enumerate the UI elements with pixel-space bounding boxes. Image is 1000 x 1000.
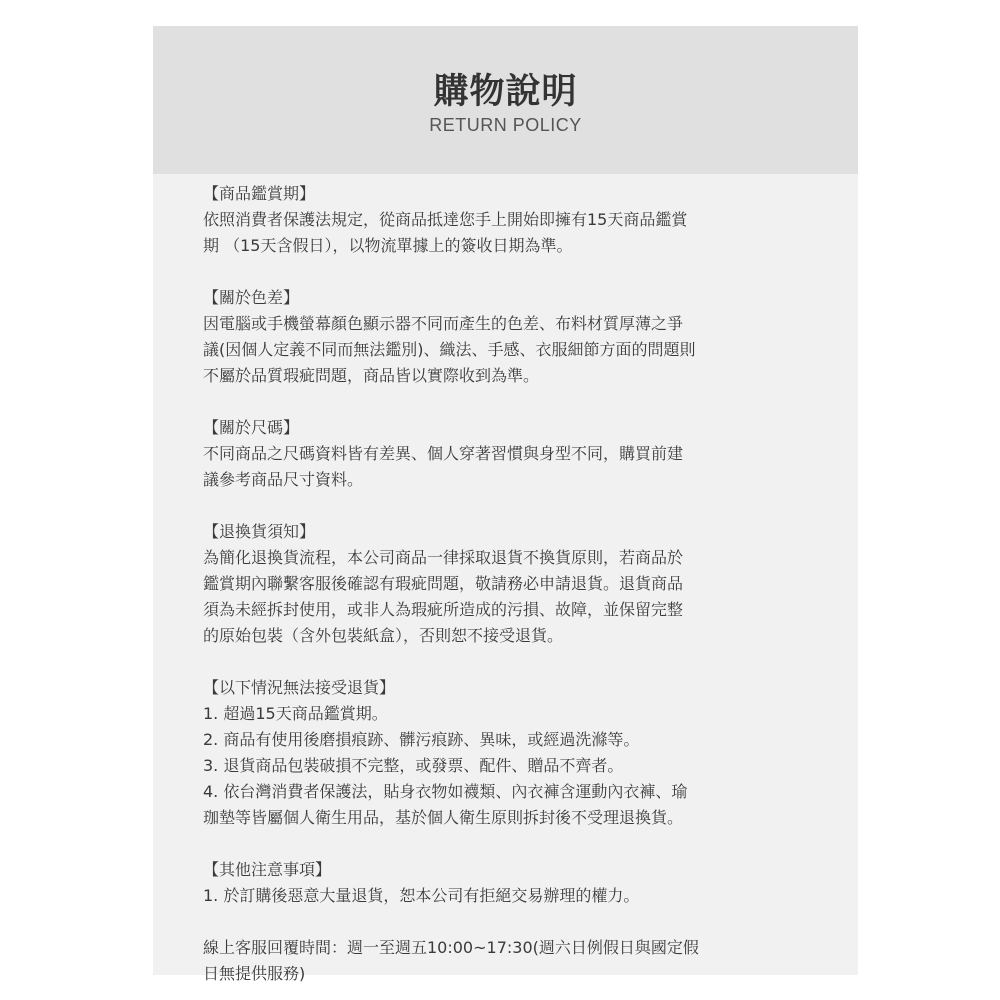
section-text-line: 議(因個人定義不同而無法鑑別)、織法、手感、衣服細節方面的問題則 <box>203 340 696 359</box>
footer-text-line: 線上客服回覆時間：週一至週五10:00~17:30(週六日例假日與國定假 <box>203 938 699 957</box>
section-text-line: 不屬於品質瑕疵問題，商品皆以實際收到為準。 <box>203 366 540 385</box>
section-title: 【其他注意事項】 <box>203 860 332 879</box>
section-title: 【商品鑑賞期】 <box>203 184 316 203</box>
section-text-line: 因電腦或手機螢幕顏色顯示器不同而產生的色差、布料材質厚薄之爭 <box>203 314 684 333</box>
policy-header <box>153 26 858 174</box>
section-title: 【關於色差】 <box>203 288 300 307</box>
list-item: 2. 商品有使用後磨損痕跡、髒污痕跡、異味，或經過洗滌等。 <box>203 730 640 749</box>
section-text-line: 依照消費者保護法規定，從商品抵達您手上開始即擁有15天商品鑑賞 <box>203 210 688 229</box>
list-item: 1. 於訂購後惡意大量退貨，恕本公司有拒絕交易辦理的權力。 <box>203 886 640 905</box>
section-title: 【以下情況無法接受退貨】 <box>203 678 396 697</box>
section-sizing <box>203 415 808 493</box>
service-hours <box>203 935 808 987</box>
section-text-line: 為簡化退換貨流程，本公司商品一律採取退貨不換貨原則，若商品於 <box>203 548 684 567</box>
list-item: 4. 依台灣消費者保護法，貼身衣物如襪類、內衣褲含運動內衣褲、瑜 <box>203 782 688 801</box>
policy-card <box>153 26 858 983</box>
list-item: 1. 超過15天商品鑑賞期。 <box>203 704 388 723</box>
section-text-line: 期 （15天含假日），以物流單據上的簽收日期為準。 <box>203 236 573 255</box>
list-item: 3. 退貨商品包裝破損不完整，或發票、配件、贈品不齊者。 <box>203 756 624 775</box>
section-text-line: 須為未經拆封使用，或非人為瑕疵所造成的污損、故障，並保留完整 <box>203 600 684 619</box>
section-return-notice <box>203 519 808 649</box>
section-other-notes <box>203 857 808 909</box>
section-color-difference <box>203 285 808 389</box>
section-text-line: 的原始包裝（含外包裝紙盒），否則恕不接受退貨。 <box>203 626 564 645</box>
policy-content <box>203 181 808 987</box>
section-title: 【關於尺碼】 <box>203 418 300 437</box>
section-text-line: 議參考商品尺寸資料。 <box>203 470 364 489</box>
section-non-returnable <box>203 675 808 831</box>
section-text-line: 不同商品之尺碼資料皆有差異、個人穿著習慣與身型不同，購買前建 <box>203 444 684 463</box>
page-subtitle: RETURN POLICY <box>429 115 582 135</box>
page-title: 購物說明 <box>433 72 578 112</box>
section-title: 【退換貨須知】 <box>203 522 316 541</box>
list-item: 珈墊等皆屬個人衛生用品，基於個人衛生原則拆封後不受理退換貨。 <box>203 808 684 827</box>
section-text-line: 鑑賞期內聯繫客服後確認有瑕疵問題，敬請務必申請退貨。退貨商品 <box>203 574 684 593</box>
footer-text-line: 日無提供服務) <box>203 964 306 983</box>
section-appreciation-period <box>203 181 808 259</box>
